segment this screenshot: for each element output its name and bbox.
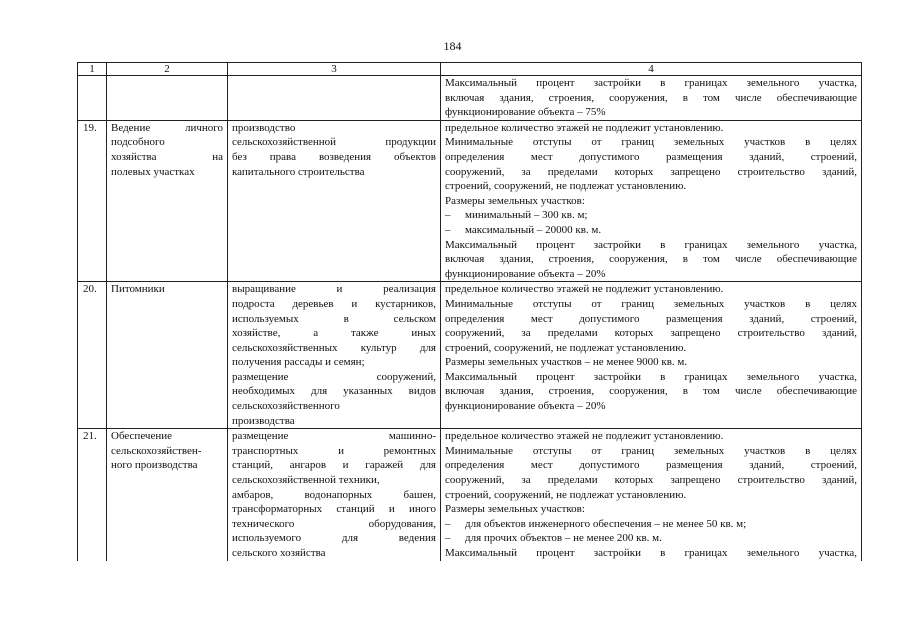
use-description-line: сельскохозяйственных культур для	[232, 341, 436, 354]
use-name-line: Питомники	[111, 283, 165, 296]
coverage-line: включая здания, строения, сооружения, в том числе обеспечивающие	[445, 253, 857, 266]
coverage-line: Максимальный процент застройки в границах земельного участка,	[445, 370, 857, 383]
sizes-item	[445, 531, 857, 546]
use-description-line: амбаров, водонапорных башен,	[232, 488, 436, 501]
sizes-title: Размеры земельных участков:	[445, 503, 585, 516]
use-description-line: без права возведения объектов	[232, 150, 436, 163]
coverage-line: функционирование объекта – 20%	[445, 267, 606, 280]
setbacks-line: строений, сооружений, не подлежат установлению.	[445, 341, 687, 354]
use-description-line: сельскохозяйственной техники,	[232, 474, 380, 487]
page-number: 184	[443, 39, 462, 53]
column-header: 1	[78, 63, 107, 76]
sizes-item-text: для объектов инженерного обеспечения – не менее 50 кв. м;	[465, 517, 747, 530]
setbacks-line: Минимальные отступы от границ земельных участков в целях	[445, 444, 857, 457]
use-description-line: сельского хозяйства	[232, 547, 326, 559]
use-description-line: производство	[232, 121, 296, 134]
setbacks-line: сооружений, за пределами которых запрещено строительство зданий,	[445, 474, 857, 487]
setbacks-line: определения мест допустимого размещения зданий, строений,	[445, 150, 857, 163]
use-description-line: размещение сооружений,	[232, 370, 436, 383]
coverage-line: Максимальный процент застройки в границах земельного участка,	[445, 547, 857, 559]
parameters-cell	[441, 429, 862, 561]
use-name-line: Ведение личного	[111, 121, 223, 134]
use-description-line: технического оборудования,	[232, 517, 436, 530]
use-name-line: подсобного	[111, 136, 165, 149]
table-row	[78, 429, 862, 561]
table-header-row	[78, 63, 862, 76]
setbacks-line: определения мест допустимого размещения зданий, строений,	[445, 312, 857, 325]
use-description-line: размещение машинно-	[232, 430, 436, 443]
coverage-line: функционирование объекта – 20%	[445, 400, 606, 413]
table-row	[78, 120, 862, 282]
use-description-line: выращивание и реализация	[232, 283, 436, 296]
setbacks-line: Минимальные отступы от границ земельных участков в целях	[445, 297, 857, 310]
use-name-cell	[107, 120, 228, 282]
use-description-cell	[228, 76, 441, 121]
setbacks-line: строений, сооружений, не подлежат установлению.	[445, 180, 687, 193]
parameters-cell	[441, 76, 862, 121]
floors-line: предельное количество этажей не подлежит установлению.	[445, 121, 724, 134]
setbacks-line: строений, сооружений, не подлежат установлению.	[445, 488, 687, 501]
row-number: 19.	[78, 120, 107, 282]
coverage-line: Максимальный процент застройки в границах земельного участка,	[445, 77, 857, 89]
coverage-line: включая здания, строения, сооружения, в том числе обеспечивающие	[445, 385, 857, 398]
use-name-cell	[107, 76, 228, 121]
use-description-line: сельскохозяйственной продукции	[232, 136, 436, 149]
dash-marker: –	[445, 532, 451, 545]
use-description-line: трансформаторных станций и иного	[232, 503, 436, 516]
zoning-table	[77, 62, 862, 561]
sizes-title: Размеры земельных участков:	[445, 194, 585, 207]
row-number: 21.	[78, 429, 107, 561]
use-name-line: хозяйства на	[111, 150, 223, 163]
setbacks-line: сооружений, за пределами которых запрещено строительство зданий,	[445, 327, 857, 340]
coverage-line: функционирование объекта – 75%	[445, 106, 606, 119]
use-name-line: полевых участках	[111, 165, 195, 178]
use-description-line: подроста деревьев и кустарников,	[232, 297, 436, 310]
use-description-cell	[228, 429, 441, 561]
sizes-line: Размеры земельных участков – не менее 9000 кв. м.	[445, 356, 688, 369]
use-description-line: капитального строительства	[232, 165, 365, 178]
coverage-line: Максимальный процент застройки в границах земельного участка,	[445, 238, 857, 251]
use-description-line: транспортных и ремонтных	[232, 444, 436, 457]
use-name-cell	[107, 282, 228, 429]
floors-line: предельное количество этажей не подлежит установлению.	[445, 283, 724, 296]
use-description-line: получения рассады и семян;	[232, 356, 365, 369]
use-description-cell	[228, 120, 441, 282]
floors-line: предельное количество этажей не подлежит установлению.	[445, 430, 724, 443]
use-description-line: производства	[232, 414, 295, 427]
sizes-item	[445, 208, 857, 223]
sizes-item	[445, 223, 857, 238]
dash-marker: –	[445, 223, 451, 236]
use-name-cell	[107, 429, 228, 561]
sizes-item-text: для прочих объектов – не менее 200 кв. м.	[465, 532, 662, 545]
table-row	[78, 282, 862, 429]
column-header: 4	[441, 63, 862, 76]
dash-marker: –	[445, 517, 451, 530]
row-number: 20.	[78, 282, 107, 429]
use-name-line: Обеспечение	[111, 430, 172, 443]
parameters-cell	[441, 120, 862, 282]
use-description-line: используемых в сельском	[232, 312, 436, 325]
parameters-cell	[441, 282, 862, 429]
row-number-cell	[78, 76, 107, 121]
column-header: 3	[228, 63, 441, 76]
coverage-line: включая здания, строения, сооружения, в том числе обеспечивающие	[445, 91, 857, 104]
column-header: 2	[107, 63, 228, 76]
use-name-line: сельскохозяйствен-	[111, 444, 202, 457]
sizes-item	[445, 517, 857, 532]
use-description-line: сельскохозяйственного	[232, 400, 340, 413]
use-description-line: необходимых для указанных видов	[232, 385, 436, 398]
setbacks-line: сооружений, за пределами которых запрещено строительство зданий,	[445, 165, 857, 178]
use-name-line: ного производства	[111, 459, 198, 472]
sizes-item-text: максимальный – 20000 кв. м.	[465, 223, 602, 236]
table-row-continuation	[78, 76, 862, 121]
use-description-line: станций, ангаров и гаражей для	[232, 459, 436, 472]
setbacks-line: определения мест допустимого размещения зданий, строений,	[445, 459, 857, 472]
use-description-line: хозяйстве, а также иных	[232, 327, 436, 340]
use-description-cell	[228, 282, 441, 429]
use-description-line: используемого для ведения	[232, 532, 436, 545]
sizes-item-text: минимальный – 300 кв. м;	[465, 209, 588, 222]
dash-marker: –	[445, 209, 451, 222]
setbacks-line: Минимальные отступы от границ земельных участков в целях	[445, 136, 857, 149]
